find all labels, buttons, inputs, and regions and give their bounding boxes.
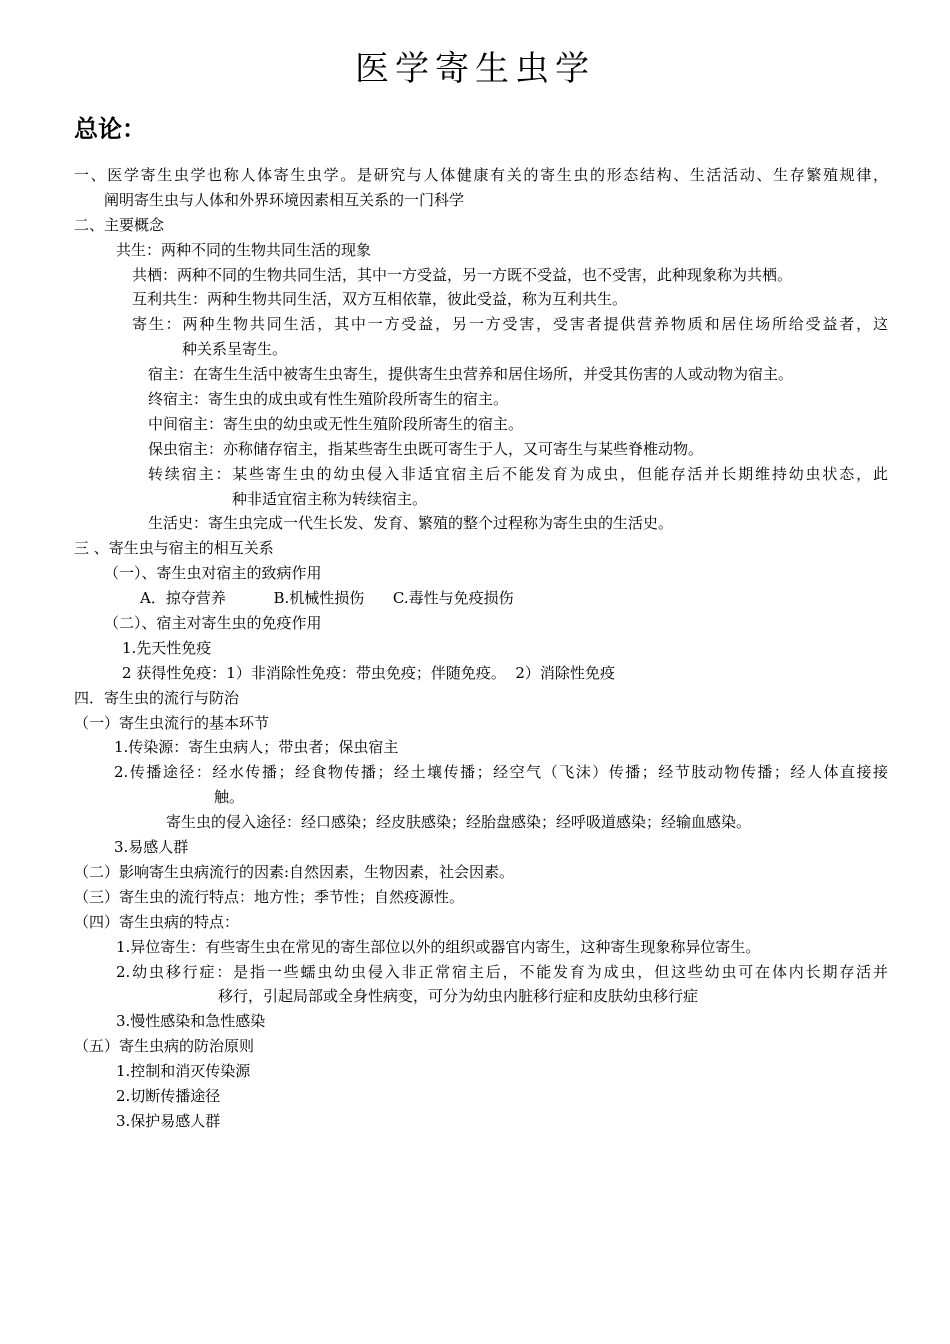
list-item: 2 获得性免疫：1）非消除性免疫：带虫免疫；伴随免疫。 2）消除性免疫 — [122, 663, 615, 682]
concept-line: 终宿主：寄生虫的成虫或有性生殖阶段所寄生的宿主。 — [148, 390, 509, 409]
section-heading: 总论： — [74, 114, 146, 143]
subsection-title: （一）、寄生虫对宿主的致病作用 — [104, 564, 322, 583]
list-item: 寄生虫的侵入途径：经口感染；经皮肤感染；经胎盘感染；经呼吸道感染；经输血感染。 — [166, 813, 752, 832]
list-item: 2.切断传播途径 — [116, 1086, 221, 1105]
concept-line: 转续宿主：某些寄生虫的幼虫侵入非适宜宿主后不能发育为成虫，但能存活并长期维持幼虫状态，此 — [148, 464, 888, 483]
subsection-title: （一）寄生虫流行的基本环节 — [74, 713, 270, 732]
concept-line: 中间宿主：寄生虫的幼虫或无性生殖阶段所寄生的宿主。 — [148, 414, 524, 433]
paragraph-line: 一、医学寄生虫学也称人体寄生虫学。是研究与人体健康有关的寄生虫的形态结构、生活活动、生存繁殖规律， — [74, 166, 888, 184]
list-item: 1.先天性免疫 — [122, 638, 212, 657]
list-item: 1.控制和消灭传染源 — [116, 1062, 251, 1081]
list-item: 1.传染源：寄生虫病人；带虫者；保虫宿主 — [114, 738, 399, 757]
document-body — [0, 163, 950, 1134]
section-title: 三 、寄生虫与宿主的相互关系 — [74, 539, 274, 558]
list-item: 移行，引起局部或全身性病变，可分为幼虫内脏移行症和皮肤幼虫移行症 — [218, 987, 699, 1006]
list-item: 3.易感人群 — [114, 838, 189, 857]
list-item: 1.异位寄生：有些寄生虫在常见的寄生部位以外的组织或器官内寄生，这种寄生现象称异位寄生。 — [116, 937, 761, 956]
subsection-title: （四）寄生虫病的特点： — [74, 912, 240, 931]
concept-line: 种非适宜宿主称为转续宿主。 — [232, 489, 428, 508]
list-item: A．掠夺营养 B.机械性损伤 C.毒性与免疫损伤 — [140, 589, 514, 608]
list-item: 2.幼虫移行症：是指一些蠕虫幼虫侵入非正常宿主后，不能发育为成虫，但这些幼虫可在体内长期存活并 — [116, 962, 888, 981]
list-item: 3.慢性感染和急性感染 — [116, 1012, 266, 1031]
concept-line: 互利共生：两种生物共同生活，双方互相依靠，彼此受益，称为互利共生。 — [132, 290, 628, 309]
subsection-title: （五）寄生虫病的防治原则 — [74, 1037, 255, 1056]
section-title: 二、主要概念 — [74, 215, 165, 234]
section-title: 四．寄生虫的流行与防治 — [74, 688, 240, 707]
concept-line: 共生：两种不同的生物共同生活的现象 — [116, 240, 372, 259]
subsection-title: （二）、宿主对寄生虫的免疫作用 — [104, 614, 322, 633]
subsection-title: （二）影响寄生虫病流行的因素:自然因素，生物因素，社会因素。 — [74, 862, 515, 881]
list-item: 2.传播途径：经水传播；经食物传播；经土壤传播；经空气（飞沫）传播；经节肢动物传播；经人体直接接 — [114, 763, 888, 782]
concept-line: 寄生：两种生物共同生活，其中一方受益，另一方受害，受害者提供营养物质和居住场所给受益者，这 — [132, 315, 888, 334]
page-title: 医学寄生虫学 — [355, 49, 595, 89]
concept-line: 共栖：两种不同的生物共同生活，其中一方受益，另一方既不受益，也不受害，此种现象称为共栖。 — [132, 265, 793, 284]
paragraph-line: 阐明寄生虫与人体和外界环境因素相互关系的一门科学 — [104, 190, 465, 209]
concept-line: 保虫宿主：亦称储存宿主，指某些寄生虫既可寄生于人，又可寄生与某些脊椎动物。 — [148, 439, 704, 458]
list-item: 3.保护易感人群 — [116, 1111, 221, 1130]
concept-line: 种关系呈寄生。 — [182, 340, 288, 359]
concept-line: 宿主：在寄生生活中被寄生虫寄生，提供寄生虫营养和居住场所，并受其伤害的人或动物为宿主。 — [148, 365, 794, 384]
concept-line: 生活史：寄生虫完成一代生长发、发育、繁殖的整个过程称为寄生虫的生活史。 — [148, 514, 674, 533]
subsection-title: （三）寄生虫的流行特点：地方性；季节性；自然疫源性。 — [74, 887, 465, 906]
list-item: 触。 — [214, 788, 245, 807]
